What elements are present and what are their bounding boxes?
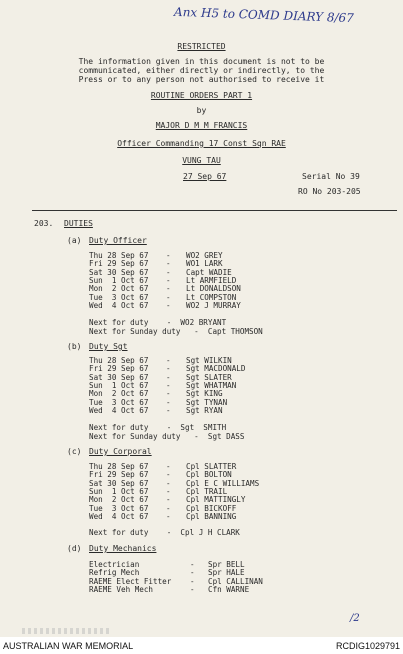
duty-mechanics-row-name: Cpl CALLINAN bbox=[208, 576, 263, 586]
duty-sgt-row-dash: - bbox=[166, 372, 171, 382]
duty-officer-row-dash: - bbox=[166, 259, 171, 269]
duty-sgt-row-dash: - bbox=[166, 364, 171, 374]
duty-officer-row-dash: - bbox=[166, 284, 171, 294]
duty-officer-row-date: Wed 4 Oct 67 bbox=[89, 300, 149, 310]
duty-corporal-row-name: Cpl SLATTER bbox=[186, 462, 237, 471]
notice-line-1: The information given in this document is not to be bbox=[78, 57, 325, 66]
duty-mechanics-row-name: Cfn WARNE bbox=[208, 584, 250, 594]
subsection-letter-a: (a) bbox=[67, 236, 82, 245]
duty-corporal-row-date: Sat 30 Sep 67 bbox=[89, 478, 149, 488]
duty-officer-row-name: WO1 LARK bbox=[186, 259, 223, 269]
duty-officer-next-sunday: Next for Sunday duty - Capt THOMSON bbox=[89, 327, 263, 336]
duty-mechanics-row-dash: - bbox=[190, 568, 195, 578]
duty-sgt-row-name: Sgt WILKIN bbox=[186, 356, 232, 365]
notice-line-3: Press or to any person not authorised to receive it bbox=[78, 75, 325, 84]
duty-corporal-row-date: Fri 29 Sep 67 bbox=[89, 470, 149, 480]
classification-heading: RESTRICTED bbox=[177, 42, 226, 51]
duty-officer-row-name: Lt DONALDSON bbox=[186, 284, 241, 294]
duty-officer-row-name: WO2 GREY bbox=[186, 251, 223, 260]
divider-rule bbox=[32, 210, 397, 211]
location: VUNG TAU bbox=[182, 156, 221, 165]
document-date: 27 Sep 67 bbox=[183, 172, 227, 181]
torn-edge-mark bbox=[22, 628, 112, 634]
duty-officer-row-dash: - bbox=[166, 292, 171, 302]
duty-corporal-row-dash: - bbox=[166, 511, 171, 521]
duty-sgt-row-dash: - bbox=[166, 380, 171, 390]
duty-officer-heading: Duty Officer bbox=[89, 236, 147, 245]
duty-corporal-row-dash: - bbox=[166, 470, 171, 480]
duty-officer-next: Next for duty - WO2 BRYANT bbox=[89, 318, 227, 327]
section-title: DUTIES bbox=[64, 219, 93, 228]
section-number: 203. bbox=[34, 219, 54, 228]
subsection-letter-c: (c) bbox=[67, 447, 82, 456]
duty-mechanics-heading: Duty Mechanics bbox=[89, 544, 157, 553]
duty-corporal-row-name: Cpl BOLTON bbox=[186, 470, 232, 480]
duty-sgt-next: Next for duty - Sgt SMITH bbox=[89, 423, 227, 432]
duty-officer-row-dash: - bbox=[166, 251, 171, 260]
duty-mechanics-row-date: RAEME Veh Mech bbox=[89, 584, 154, 594]
duty-sgt-row-dash: - bbox=[166, 389, 171, 399]
duty-sgt-next-sunday: Next for Sunday duty - Sgt DASS bbox=[89, 432, 245, 441]
duty-mechanics-row-date: Electrician bbox=[89, 560, 140, 569]
footer-record-id: RCDIG1029791 bbox=[335, 641, 400, 651]
ro-number: RO No 203-205 bbox=[298, 187, 361, 196]
duty-mechanics-row-dash: - bbox=[190, 576, 195, 586]
duty-mechanics-row-date: RAEME Elect Fitter bbox=[89, 576, 172, 586]
duty-corporal-row-dash: - bbox=[166, 495, 171, 505]
duty-sgt-row-name: Sgt SLATER bbox=[186, 372, 232, 382]
duty-corporal-row-dash: - bbox=[166, 503, 171, 513]
duty-sgt-row-name: Sgt MACDONALD bbox=[186, 364, 246, 374]
duty-mechanics-row-name: Spr HALE bbox=[208, 568, 245, 578]
handwritten-annotation: Anx H5 to COMD DIARY 8/67 bbox=[173, 4, 355, 26]
duty-sgt-row-dash: - bbox=[166, 397, 171, 407]
duty-corporal-row-date: Sun 1 Oct 67 bbox=[89, 486, 149, 496]
duty-sgt-row-date: Sun 1 Oct 67 bbox=[89, 380, 149, 390]
duty-officer-row-date: Mon 2 Oct 67 bbox=[89, 284, 149, 294]
duty-sgt-row-date: Wed 4 Oct 67 bbox=[89, 405, 149, 415]
duty-sgt-row-date: Mon 2 Oct 67 bbox=[89, 389, 149, 399]
duty-corporal-row-date: Tue 3 Oct 67 bbox=[89, 503, 149, 513]
duty-officer-row-dash: - bbox=[166, 300, 171, 310]
author-position: Officer Commanding 17 Const Sqn RAE bbox=[117, 139, 286, 148]
duty-sgt-row-name: Sgt WHATMAN bbox=[186, 380, 237, 390]
duty-corporal-row-dash: - bbox=[166, 478, 171, 488]
duty-officer-row-date: Fri 29 Sep 67 bbox=[89, 259, 149, 269]
duty-sgt-row-dash: - bbox=[166, 405, 171, 415]
duty-sgt-row-name: Sgt KING bbox=[186, 389, 223, 399]
subsection-letter-b: (b) bbox=[67, 342, 82, 351]
duty-corporal-row-date: Mon 2 Oct 67 bbox=[89, 495, 149, 505]
author-name: MAJOR D M M FRANCIS bbox=[155, 121, 248, 130]
duty-corporal-row-name: Cpl MATTINGLY bbox=[186, 495, 246, 505]
duty-corporal-row-name: Cpl BICKOFF bbox=[186, 503, 237, 513]
duty-mechanics-row-dash: - bbox=[190, 584, 195, 594]
duty-mechanics-row-name: Spr BELL bbox=[208, 560, 245, 569]
by-line: by bbox=[196, 106, 207, 115]
duty-corporal-next: Next for duty - Cpl J H CLARK bbox=[89, 528, 240, 537]
duty-corporal-row-dash: - bbox=[166, 462, 171, 471]
notice-line-2: communicated, either directly or indirectly, to the bbox=[78, 66, 325, 75]
duty-sgt-row-dash: - bbox=[166, 356, 171, 365]
duty-officer-row-name: WO2 J MURRAY bbox=[186, 300, 241, 310]
duty-sgt-row-name: Sgt RYAN bbox=[186, 405, 223, 415]
duty-corporal-row-name: Cpl E C WILLIAMS bbox=[186, 478, 260, 488]
duty-sgt-row-date: Sat 30 Sep 67 bbox=[89, 372, 149, 382]
duty-officer-row-dash: - bbox=[166, 275, 171, 285]
serial-number: Serial No 39 bbox=[302, 172, 360, 181]
duty-officer-row-name: Lt ARMFIELD bbox=[186, 275, 237, 285]
duty-sgt-row-date: Tue 3 Oct 67 bbox=[89, 397, 149, 407]
duty-mechanics-row-date: Refrig Mech bbox=[89, 568, 140, 578]
duty-officer-row-name: Capt WADIE bbox=[186, 267, 232, 277]
duty-sgt-row-name: Sgt TYNAN bbox=[186, 397, 228, 407]
duty-officer-row-date: Sun 1 Oct 67 bbox=[89, 275, 149, 285]
duty-corporal-row-name: Cpl TRAIL bbox=[186, 486, 228, 496]
duty-corporal-row-name: Cpl BANNING bbox=[186, 511, 237, 521]
subsection-letter-d: (d) bbox=[67, 544, 82, 553]
duty-officer-row-date: Tue 3 Oct 67 bbox=[89, 292, 149, 302]
duty-mechanics-row-dash: - bbox=[190, 560, 195, 569]
duty-officer-row-date: Sat 30 Sep 67 bbox=[89, 267, 149, 277]
duty-corporal-row-date: Wed 4 Oct 67 bbox=[89, 511, 149, 521]
duty-corporal-row-date: Thu 28 Sep 67 bbox=[89, 462, 149, 471]
duty-corporal-heading: Duty Corporal bbox=[89, 447, 152, 456]
duty-officer-row-date: Thu 28 Sep 67 bbox=[89, 251, 149, 260]
duty-officer-row-dash: - bbox=[166, 267, 171, 277]
page-number-mark: /2 bbox=[350, 613, 360, 624]
duty-sgt-heading: Duty Sgt bbox=[89, 342, 128, 351]
document-title: ROUTINE ORDERS PART 1 bbox=[150, 91, 253, 100]
duty-officer-row-name: Lt COMPSTON bbox=[186, 292, 237, 302]
duty-sgt-row-date: Fri 29 Sep 67 bbox=[89, 364, 149, 374]
archive-footer bbox=[0, 637, 403, 654]
footer-institution: AUSTRALIAN WAR MEMORIAL bbox=[3, 641, 134, 651]
duty-sgt-row-date: Thu 28 Sep 67 bbox=[89, 356, 149, 365]
duty-corporal-row-dash: - bbox=[166, 486, 171, 496]
